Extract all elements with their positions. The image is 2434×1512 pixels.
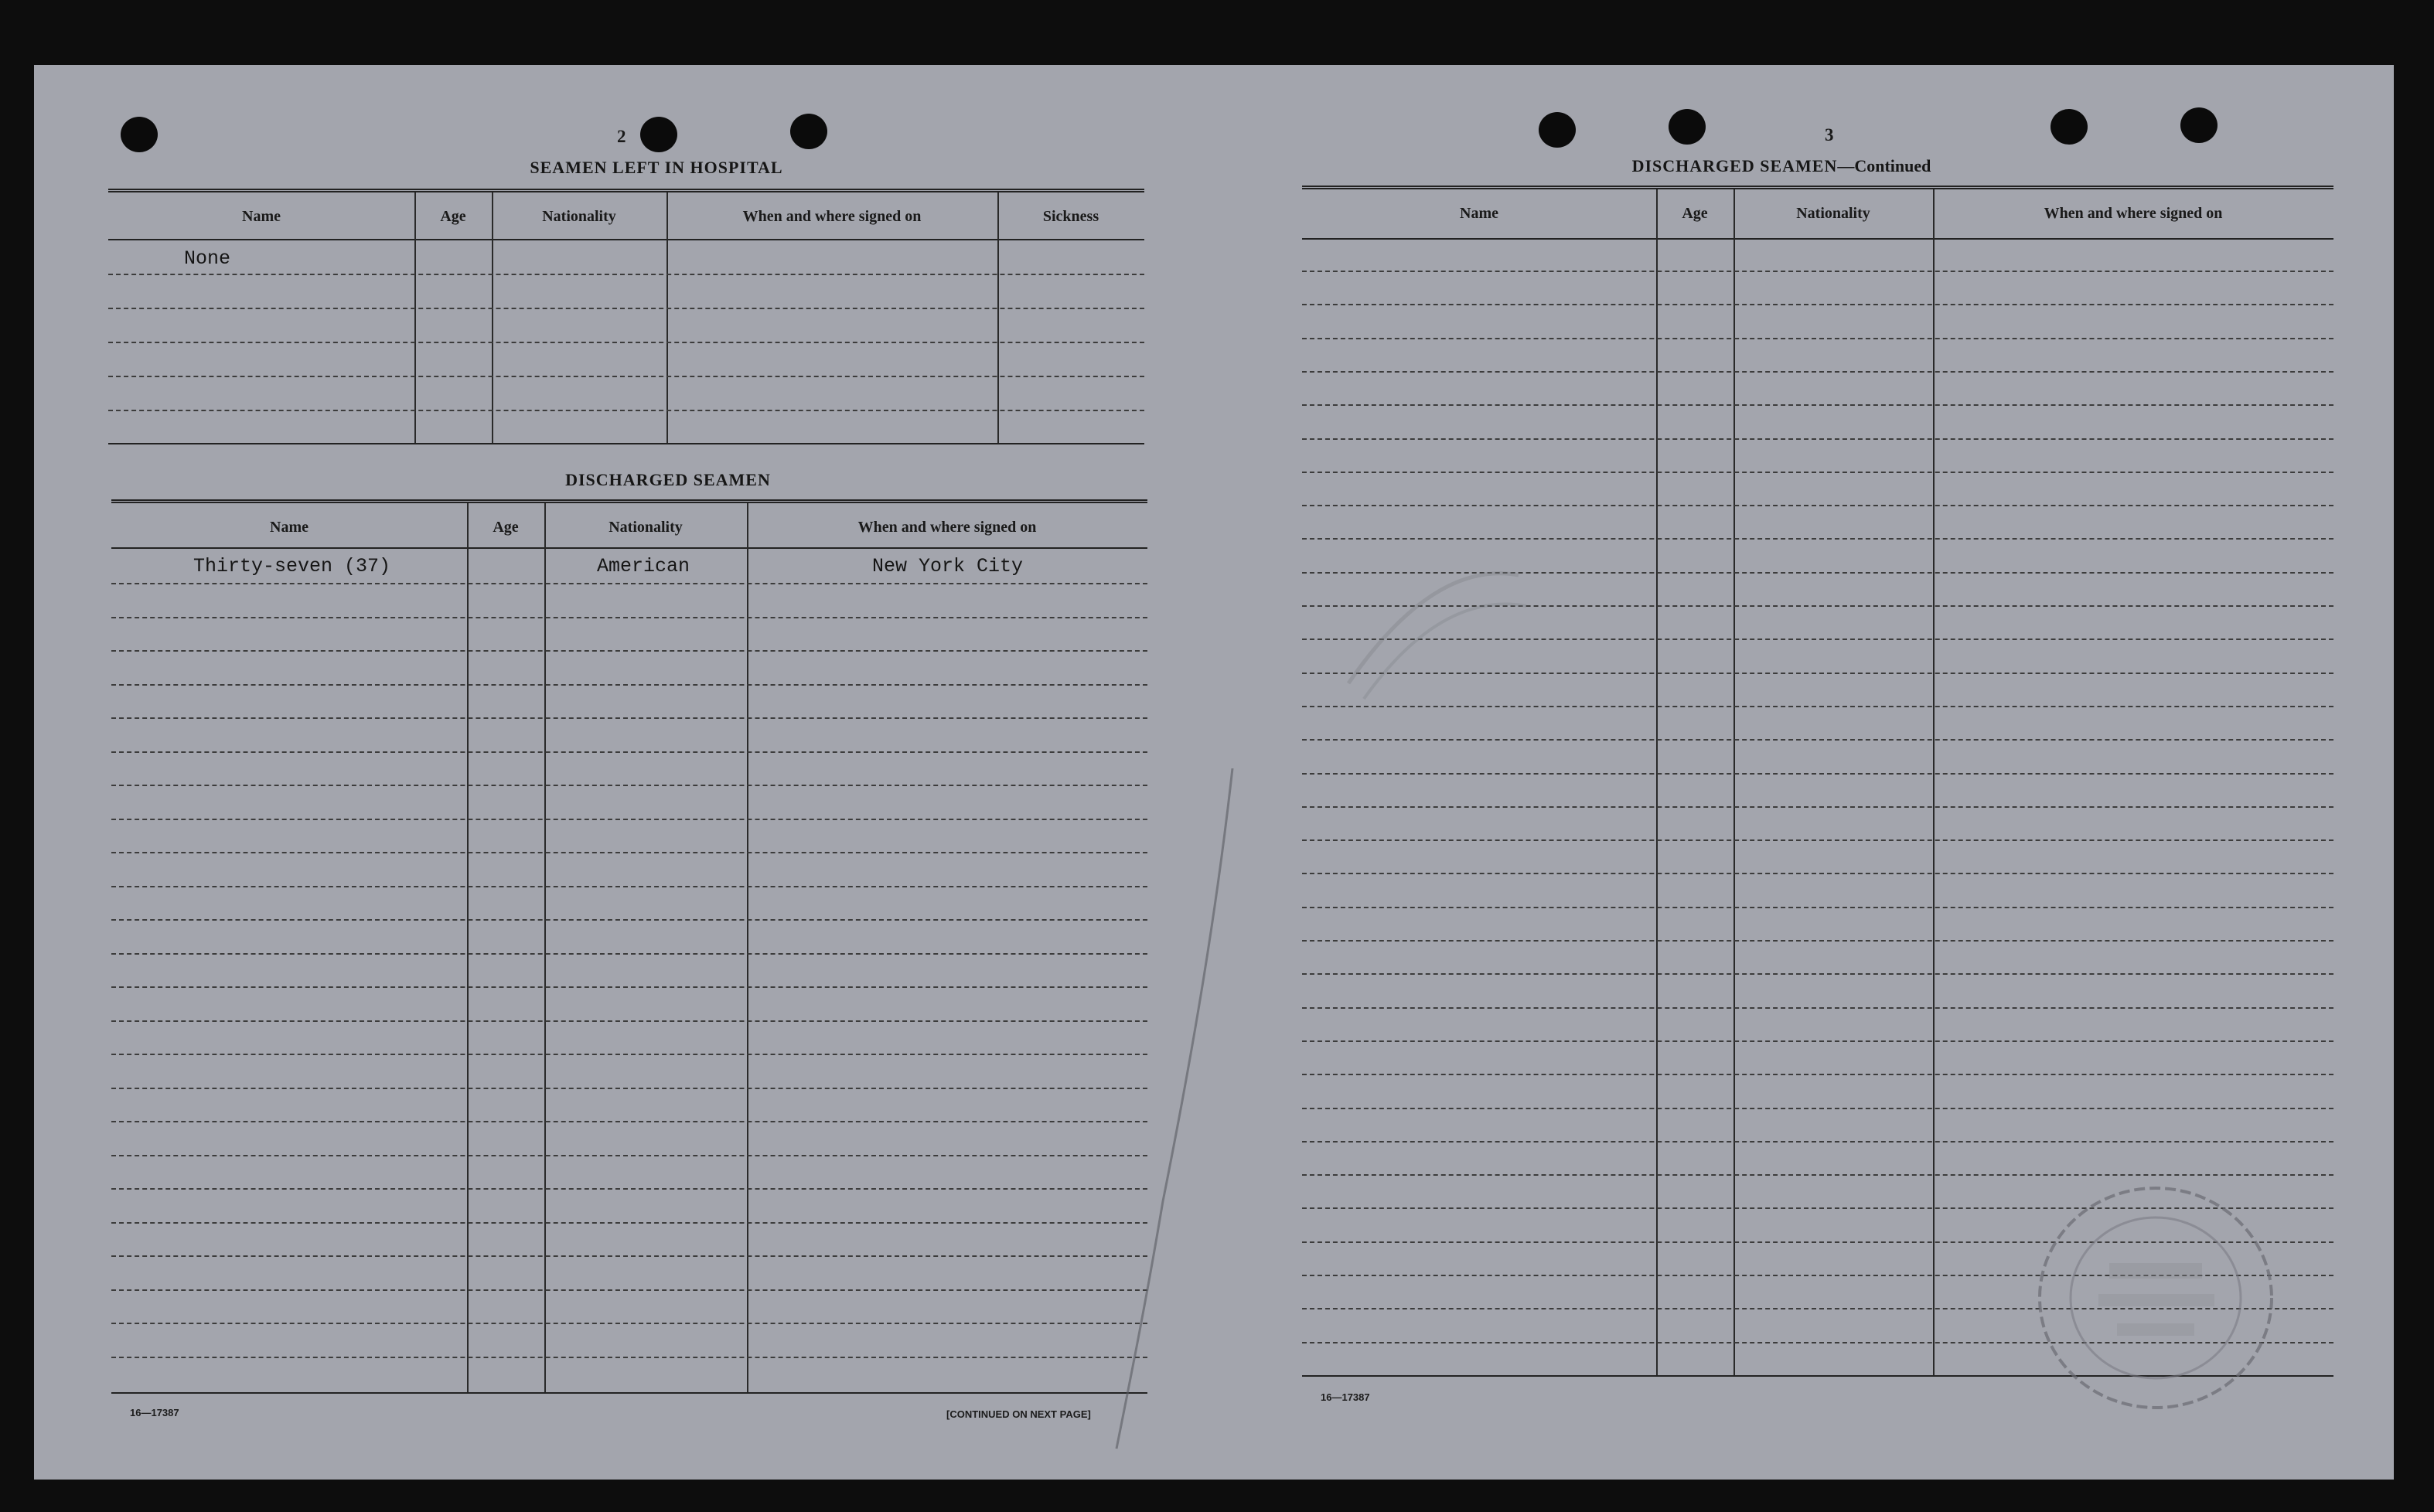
discharged-row-signed-on: New York City <box>872 555 1024 577</box>
ruled-line <box>1302 1141 2333 1143</box>
ruled-line <box>111 1155 1147 1156</box>
discharged-row-nationality: American <box>597 555 690 577</box>
ruled-line <box>111 1188 1147 1190</box>
column-rule <box>492 192 493 443</box>
ruled-line <box>111 852 1147 853</box>
continued-table-top-rule <box>1302 186 2333 189</box>
hospital-header-rule <box>108 239 1144 240</box>
ruled-line <box>111 919 1147 921</box>
document-sheet <box>34 65 2394 1480</box>
ruled-line <box>1302 338 2333 339</box>
hospital-col-name: Name <box>242 208 281 225</box>
punch-hole <box>2050 109 2088 145</box>
column-rule <box>997 192 999 443</box>
continued-col-signed-on: When and where signed on <box>2044 205 2223 222</box>
discharged-table <box>111 499 1147 1401</box>
ruled-line <box>1302 907 2333 908</box>
column-rule <box>544 503 546 1392</box>
hospital-col-nationality: Nationality <box>542 208 616 225</box>
punch-hole <box>790 114 827 149</box>
hospital-bottom-rule <box>108 443 1144 444</box>
punch-hole <box>1669 109 1706 145</box>
ruled-line <box>1302 873 2333 874</box>
ruled-line <box>111 1357 1147 1358</box>
discharged-section-title: DISCHARGED SEAMEN <box>565 470 771 489</box>
paper-crease <box>1070 768 1256 1464</box>
ruled-line <box>108 308 1144 309</box>
hospital-col-signed-on: When and where signed on <box>742 208 922 225</box>
hospital-col-sickness: Sickness <box>1042 208 1099 225</box>
continued-col-nationality: Nationality <box>1796 205 1870 222</box>
page-number-left: 2 <box>617 127 626 146</box>
hospital-col-age: Age <box>440 208 466 225</box>
ruled-line <box>1302 472 2333 473</box>
ruled-line <box>111 819 1147 820</box>
ruled-line <box>108 342 1144 343</box>
column-rule <box>666 192 668 443</box>
ruled-line <box>108 410 1144 411</box>
column-rule <box>747 503 748 1392</box>
column-rule <box>414 192 416 443</box>
form-number-left: 16—17387 <box>130 1407 179 1418</box>
ruled-line <box>111 617 1147 618</box>
column-rule <box>1733 189 1735 1375</box>
column-rule <box>1656 189 1658 1375</box>
ruled-line <box>111 1088 1147 1089</box>
ruled-line <box>111 1323 1147 1324</box>
ruled-line <box>111 886 1147 887</box>
continued-col-name: Name <box>1460 205 1498 222</box>
form-number-right: 16—17387 <box>1321 1391 1370 1403</box>
ruled-line <box>1302 1007 2333 1009</box>
ruled-line <box>108 274 1144 275</box>
hospital-row-name: None <box>184 247 231 270</box>
ruled-line <box>1302 404 2333 406</box>
continued-header-rule <box>1302 238 2333 240</box>
discharged-row-name: Thirty-seven (37) <box>193 555 391 577</box>
discharged-table-header <box>111 505 1147 536</box>
punch-hole <box>1539 112 1576 148</box>
ruled-line <box>1302 505 2333 506</box>
discharged-header-rule <box>111 547 1147 549</box>
ruled-line <box>111 1121 1147 1122</box>
page-number-right: 3 <box>1825 125 1834 145</box>
ruled-line <box>111 1054 1147 1055</box>
continued-title-suffix: —Continued <box>1837 156 1931 175</box>
punch-hole <box>640 117 677 152</box>
ruled-line <box>111 684 1147 686</box>
ruled-line <box>111 986 1147 988</box>
ruled-line <box>108 376 1144 377</box>
hospital-section-title: SEAMEN LEFT IN HOSPITAL <box>530 158 783 177</box>
column-rule <box>467 503 469 1392</box>
ruled-line <box>111 583 1147 584</box>
ruled-line <box>1302 773 2333 775</box>
ruled-line <box>1302 271 2333 272</box>
ruled-line <box>1302 739 2333 741</box>
ruled-line <box>111 1020 1147 1022</box>
punch-hole <box>2180 107 2218 143</box>
ruled-line <box>111 650 1147 652</box>
ruled-line <box>1302 371 2333 373</box>
circular-stamp <box>2024 1170 2287 1425</box>
ruled-line <box>1302 973 2333 975</box>
ruled-line <box>1302 1074 2333 1075</box>
continued-col-age: Age <box>1682 205 1708 222</box>
hospital-table-header <box>108 194 1144 226</box>
ruled-line <box>111 785 1147 786</box>
ruled-line <box>111 751 1147 753</box>
discharged-col-name: Name <box>270 519 309 536</box>
discharged-col-age: Age <box>493 519 519 536</box>
continued-note: [CONTINUED ON NEXT PAGE] <box>946 1408 1091 1420</box>
hospital-table <box>108 189 1144 451</box>
ruled-line <box>111 1255 1147 1257</box>
ruled-line <box>1302 806 2333 808</box>
discharged-col-nationality: Nationality <box>608 519 683 536</box>
ruled-line <box>1302 940 2333 942</box>
ruled-line <box>111 1222 1147 1224</box>
punch-hole <box>121 117 158 152</box>
ruled-line <box>1302 839 2333 841</box>
faint-stamp-mark <box>1333 529 1534 714</box>
column-rule <box>1933 189 1935 1375</box>
continued-table-header <box>1302 191 2333 223</box>
ruled-line <box>111 717 1147 719</box>
ruled-line <box>111 1289 1147 1291</box>
ruled-line <box>1302 304 2333 305</box>
discharged-bottom-rule <box>111 1392 1147 1394</box>
hospital-table-top-rule <box>108 189 1144 192</box>
continued-title-main: DISCHARGED SEAMEN <box>1631 156 1838 175</box>
ruled-line <box>1302 1108 2333 1109</box>
ruled-line <box>1302 438 2333 440</box>
ruled-line <box>111 953 1147 955</box>
ruled-line <box>1302 1040 2333 1042</box>
discharged-table-top-rule <box>111 499 1147 503</box>
discharged-col-signed-on: When and where signed on <box>857 519 1037 536</box>
continued-section-title <box>1611 156 1952 176</box>
